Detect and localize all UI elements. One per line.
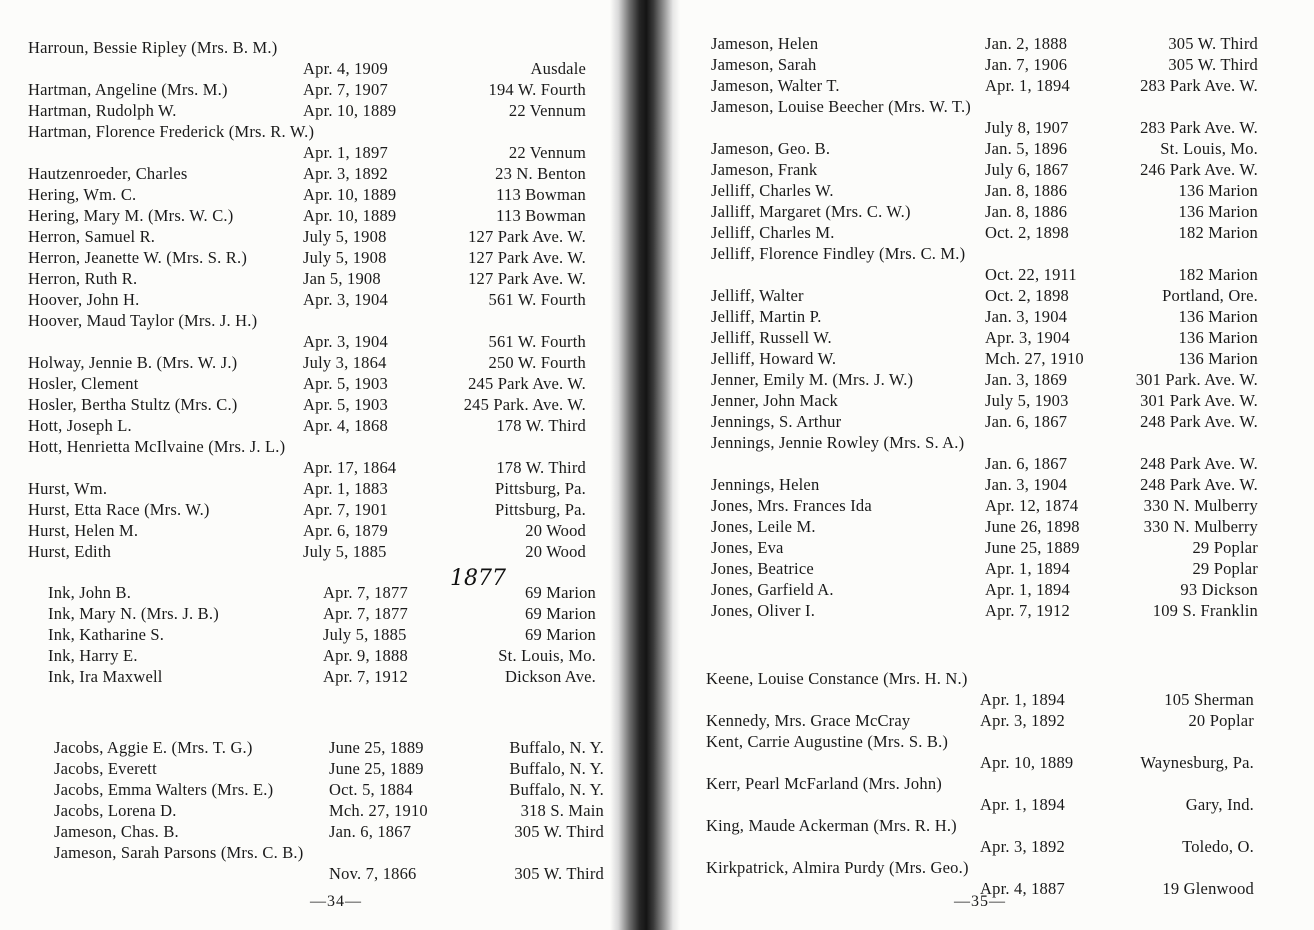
join-date: July 5, 1908: [303, 248, 387, 267]
member-address: 136 Marion: [1178, 328, 1258, 347]
member-name: Jacobs, Lorena D.: [54, 801, 177, 820]
member-name: Jones, Beatrice: [711, 559, 814, 578]
left-page: [0, 0, 622, 930]
register-entry: [54, 738, 604, 759]
member-address: 69 Marion: [525, 604, 596, 623]
register-entry: [28, 353, 586, 374]
member-address: 20 Wood: [525, 521, 586, 540]
register-entry: [48, 625, 596, 646]
register-entry: [711, 244, 1258, 265]
member-name: Jameson, Sarah Parsons (Mrs. C. B.): [54, 843, 304, 862]
register-entry: [28, 185, 586, 206]
register-entry: [711, 286, 1258, 307]
register-entry: [48, 667, 596, 688]
member-name: Jennings, S. Arthur: [711, 412, 842, 431]
member-name: Hurst, Etta Race (Mrs. W.): [28, 500, 210, 519]
register-entry: [711, 517, 1258, 538]
register-entry: [711, 34, 1258, 55]
join-date: July 5, 1885: [303, 542, 387, 561]
join-date: Apr. 4, 1868: [303, 416, 388, 435]
member-address: Buffalo, N. Y.: [509, 738, 604, 757]
member-address: 127 Park Ave. W.: [468, 227, 586, 246]
member-name: Kent, Carrie Augustine (Mrs. S. B.): [706, 732, 949, 751]
member-address: Portland, Ore.: [1162, 286, 1258, 305]
register-entry: [706, 837, 1254, 858]
join-date: Jan. 6, 1867: [985, 454, 1068, 473]
register-entry: [28, 290, 586, 311]
member-name: Jelliff, Walter: [711, 286, 804, 305]
member-name: Jones, Eva: [711, 538, 784, 557]
join-date: Apr. 4, 1909: [303, 59, 388, 78]
member-name: Hurst, Helen M.: [28, 521, 139, 540]
join-date: Apr. 1, 1894: [985, 580, 1070, 599]
member-address: 248 Park Ave. W.: [1140, 412, 1258, 431]
member-name: Kerr, Pearl McFarland (Mrs. John): [706, 774, 942, 793]
member-address: 330 N. Mulberry: [1143, 496, 1258, 515]
join-date: Apr. 7, 1907: [303, 80, 388, 99]
join-date: Apr. 5, 1903: [303, 395, 388, 414]
member-address: 182 Marion: [1178, 265, 1258, 284]
join-date: Oct. 2, 1898: [985, 286, 1069, 305]
register-entry: [706, 669, 1254, 690]
join-date: Apr. 10, 1889: [980, 753, 1074, 772]
member-name: Hartman, Florence Frederick (Mrs. R. W.): [28, 122, 315, 141]
register-entry: [54, 822, 604, 843]
join-date: Apr. 7, 1912: [985, 601, 1070, 620]
member-name: Jameson, Chas. B.: [54, 822, 179, 841]
join-date: Apr. 3, 1892: [980, 711, 1065, 730]
register-entry: [28, 143, 586, 164]
join-date: Jan. 8, 1886: [985, 181, 1068, 200]
register-entry: [28, 206, 586, 227]
member-name: Ink, Ira Maxwell: [48, 667, 163, 686]
register-entry: [711, 391, 1258, 412]
member-address: 20 Poplar: [1188, 711, 1254, 730]
join-date: Jan. 7, 1906: [985, 55, 1068, 74]
member-address: 561 W. Fourth: [488, 290, 586, 309]
register-entry: [711, 580, 1258, 601]
member-address: 330 N. Mulberry: [1143, 517, 1258, 536]
page-number-right: —35—: [954, 893, 1006, 910]
member-name: Jones, Mrs. Frances Ida: [711, 496, 872, 515]
member-name: Jameson, Walter T.: [711, 76, 840, 95]
register-entry: [28, 311, 586, 332]
entry-group-j-continued: [711, 34, 1258, 622]
entry-group-i: [48, 583, 596, 688]
member-name: Jelliff, Charles M.: [711, 223, 835, 242]
join-date: Apr. 3, 1904: [303, 332, 388, 351]
member-address: 301 Park. Ave. W.: [1135, 370, 1258, 389]
member-name: Jameson, Helen: [711, 34, 819, 53]
register-entry: [711, 496, 1258, 517]
register-entry: [706, 711, 1254, 732]
member-address: 305 W. Third: [514, 864, 604, 883]
register-entry: [28, 521, 586, 542]
join-date: Apr. 9, 1888: [323, 646, 408, 665]
register-entry: [28, 59, 586, 80]
register-entry: [54, 864, 604, 885]
register-entry: [711, 307, 1258, 328]
join-date: Apr. 1, 1894: [985, 76, 1070, 95]
member-name: Jennings, Helen: [711, 475, 820, 494]
member-name: Hott, Joseph L.: [28, 416, 132, 435]
join-date: Apr. 12, 1874: [985, 496, 1079, 515]
member-address: 113 Bowman: [496, 206, 586, 225]
member-name: Kennedy, Mrs. Grace McCray: [706, 711, 911, 730]
register-entry: [711, 349, 1258, 370]
register-entry: [711, 538, 1258, 559]
member-name: Herron, Samuel R.: [28, 227, 156, 246]
register-entry: [54, 843, 604, 864]
member-name: Kirkpatrick, Almira Purdy (Mrs. Geo.): [706, 858, 969, 877]
member-address: 245 Park Ave. W.: [468, 374, 586, 393]
member-name: Jacobs, Emma Walters (Mrs. E.): [54, 780, 274, 799]
member-name: Jameson, Sarah: [711, 55, 817, 74]
member-address: Gary, Ind.: [1185, 795, 1254, 814]
join-date: Apr. 7, 1901: [303, 500, 388, 519]
join-date: July 5, 1885: [323, 625, 407, 644]
member-address: Pittsburg, Pa.: [495, 500, 586, 519]
member-name: Jenner, Emily M. (Mrs. J. W.): [711, 370, 914, 389]
member-address: 178 W. Third: [496, 416, 586, 435]
register-entry: [706, 753, 1254, 774]
member-address: 318 S. Main: [520, 801, 604, 820]
join-date: July 8, 1907: [985, 118, 1069, 137]
register-entry: [28, 101, 586, 122]
member-address: 69 Marion: [525, 625, 596, 644]
join-date: Oct. 5, 1884: [329, 780, 413, 799]
member-name: Ink, John B.: [48, 583, 132, 602]
member-name: Jameson, Geo. B.: [711, 139, 831, 158]
page-number-left: —34—: [310, 893, 362, 910]
join-date: July 6, 1867: [985, 160, 1069, 179]
member-address: 248 Park Ave. W.: [1140, 475, 1258, 494]
register-entry: [28, 395, 586, 416]
member-address: Waynesburg, Pa.: [1140, 753, 1254, 772]
member-name: Herron, Ruth R.: [28, 269, 138, 288]
member-name: Hott, Henrietta McIlvaine (Mrs. J. L.): [28, 437, 286, 456]
join-date: June 25, 1889: [329, 738, 424, 757]
member-name: Hartman, Rudolph W.: [28, 101, 177, 120]
member-address: Pittsburg, Pa.: [495, 479, 586, 498]
member-address: 127 Park Ave. W.: [468, 269, 586, 288]
member-name: Harroun, Bessie Ripley (Mrs. B. M.): [28, 38, 278, 57]
member-name: Hoover, Maud Taylor (Mrs. J. H.): [28, 311, 258, 330]
register-entry: [711, 181, 1258, 202]
register-entry: [711, 97, 1258, 118]
register-entry: [28, 332, 586, 353]
member-address: 250 W. Fourth: [488, 353, 586, 372]
register-entry: [711, 55, 1258, 76]
member-name: Herron, Jeanette W. (Mrs. S. R.): [28, 248, 248, 267]
register-entry: [711, 139, 1258, 160]
member-address: 305 W. Third: [514, 822, 604, 841]
register-entry: [711, 601, 1258, 622]
member-name: Jones, Garfield A.: [711, 580, 834, 599]
member-name: Ink, Harry E.: [48, 646, 138, 665]
register-entry: [54, 759, 604, 780]
register-entry: [28, 122, 586, 143]
member-address: 109 S. Franklin: [1152, 601, 1258, 620]
member-address: 127 Park Ave. W.: [468, 248, 586, 267]
register-entry: [28, 38, 586, 59]
member-address: 29 Poplar: [1192, 559, 1258, 578]
register-entry: [28, 269, 586, 290]
join-date: Mch. 27, 1910: [329, 801, 428, 820]
register-entry: [28, 416, 586, 437]
join-date: Apr. 3, 1904: [303, 290, 388, 309]
join-date: Apr. 1, 1894: [980, 795, 1065, 814]
member-name: Jenner, John Mack: [711, 391, 838, 410]
register-entry: [48, 646, 596, 667]
member-address: 283 Park Ave. W.: [1140, 118, 1258, 137]
register-entry: [711, 265, 1258, 286]
member-name: King, Maude Ackerman (Mrs. R. H.): [706, 816, 957, 835]
join-date: Jan. 3, 1904: [985, 475, 1068, 494]
member-name: Hoover, John H.: [28, 290, 140, 309]
member-address: 305 W. Third: [1168, 34, 1258, 53]
join-date: Apr. 7, 1877: [323, 583, 408, 602]
join-date: Apr. 1, 1894: [980, 690, 1065, 709]
join-date: Apr. 3, 1892: [303, 164, 388, 183]
member-name: Jacobs, Aggie E. (Mrs. T. G.): [54, 738, 253, 757]
register-entry: [28, 437, 586, 458]
member-name: Jennings, Jennie Rowley (Mrs. S. A.): [711, 433, 965, 452]
register-entry: [28, 164, 586, 185]
register-entry: [706, 690, 1254, 711]
join-date: Jan 5, 1908: [303, 269, 381, 288]
join-date: Jan. 8, 1886: [985, 202, 1068, 221]
member-name: Hurst, Wm.: [28, 479, 108, 498]
join-date: Apr. 1, 1897: [303, 143, 388, 162]
register-entry: [706, 816, 1254, 837]
register-entry: [28, 227, 586, 248]
join-date: Oct. 2, 1898: [985, 223, 1069, 242]
register-entry: [54, 780, 604, 801]
member-name: Jelliff, Charles W.: [711, 181, 834, 200]
member-name: Hering, Wm. C.: [28, 185, 137, 204]
member-name: Jacobs, Everett: [54, 759, 157, 778]
register-entry: [28, 374, 586, 395]
join-date: Apr. 17, 1864: [303, 458, 397, 477]
join-date: Mch. 27, 1910: [985, 349, 1084, 368]
register-entry: [48, 604, 596, 625]
join-date: Nov. 7, 1866: [329, 864, 417, 883]
member-address: 301 Park Ave. W.: [1140, 391, 1258, 410]
entry-group-k: [706, 669, 1254, 900]
member-name: Jelliff, Florence Findley (Mrs. C. M.): [711, 244, 966, 263]
entry-group-h: [28, 38, 586, 563]
register-entry: [711, 223, 1258, 244]
member-name: Jelliff, Howard W.: [711, 349, 837, 368]
member-address: 178 W. Third: [496, 458, 586, 477]
register-entry: [54, 801, 604, 822]
member-address: Buffalo, N. Y.: [509, 759, 604, 778]
member-address: Buffalo, N. Y.: [509, 780, 604, 799]
register-entry: [706, 774, 1254, 795]
member-name: Keene, Louise Constance (Mrs. H. N.): [706, 669, 968, 688]
member-name: Hartman, Angeline (Mrs. M.): [28, 80, 228, 99]
join-date: Apr. 10, 1889: [303, 206, 397, 225]
member-name: Ink, Mary N. (Mrs. J. B.): [48, 604, 219, 623]
member-name: Hosler, Clement: [28, 374, 139, 393]
member-name: Jones, Leile M.: [711, 517, 816, 536]
member-address: 105 Sherman: [1164, 690, 1254, 709]
member-name: Ink, Katharine S.: [48, 625, 165, 644]
member-address: St. Louis, Mo.: [1160, 139, 1258, 158]
right-page: [664, 0, 1314, 930]
member-name: Holway, Jennie B. (Mrs. W. J.): [28, 353, 238, 372]
join-date: Apr. 10, 1889: [303, 101, 397, 120]
member-name: Hautzenroeder, Charles: [28, 164, 188, 183]
member-name: Jalliff, Margaret (Mrs. C. W.): [711, 202, 911, 221]
register-entry: [711, 118, 1258, 139]
member-name: Jameson, Frank: [711, 160, 818, 179]
member-address: Toledo, O.: [1182, 837, 1254, 856]
register-entry: [48, 583, 596, 604]
register-entry: [28, 80, 586, 101]
join-date: June 25, 1889: [329, 759, 424, 778]
member-address: 19 Glenwood: [1162, 879, 1254, 898]
join-date: Apr. 4, 1887: [980, 879, 1065, 898]
join-date: Jan. 3, 1869: [985, 370, 1068, 389]
member-address: 283 Park Ave. W.: [1140, 76, 1258, 95]
join-date: Apr. 1, 1894: [985, 559, 1070, 578]
member-name: Jameson, Louise Beecher (Mrs. W. T.): [711, 97, 971, 116]
join-date: July 3, 1864: [303, 353, 387, 372]
register-entry: [711, 559, 1258, 580]
register-entry: [711, 202, 1258, 223]
join-date: Apr. 10, 1889: [303, 185, 397, 204]
register-entry: [706, 732, 1254, 753]
member-address: 136 Marion: [1178, 307, 1258, 326]
join-date: June 25, 1889: [985, 538, 1080, 557]
register-entry: [28, 458, 586, 479]
entry-group-j: [54, 738, 604, 885]
member-address: St. Louis, Mo.: [498, 646, 596, 665]
join-date: Apr. 7, 1912: [323, 667, 408, 686]
join-date: July 5, 1903: [985, 391, 1069, 410]
member-name: Hurst, Edith: [28, 542, 112, 561]
register-entry: [706, 795, 1254, 816]
register-entry: [711, 160, 1258, 181]
member-address: 561 W. Fourth: [488, 332, 586, 351]
register-entry: [711, 412, 1258, 433]
join-date: Apr. 3, 1892: [980, 837, 1065, 856]
register-entry: [711, 433, 1258, 454]
member-address: 22 Vennum: [508, 143, 586, 162]
member-address: 248 Park Ave. W.: [1140, 454, 1258, 473]
join-date: Jan. 6, 1867: [985, 412, 1068, 431]
member-address: 23 N. Benton: [495, 164, 586, 183]
member-address: 22 Vennum: [508, 101, 586, 120]
member-name: Jelliff, Martin P.: [711, 307, 822, 326]
member-name: Hering, Mary M. (Mrs. W. C.): [28, 206, 234, 225]
join-date: Jan. 6, 1867: [329, 822, 412, 841]
member-name: Hosler, Bertha Stultz (Mrs. C.): [28, 395, 238, 414]
register-entry: [28, 542, 586, 563]
join-date: Jan. 5, 1896: [985, 139, 1068, 158]
join-date: Apr. 6, 1879: [303, 521, 388, 540]
register-entry: [706, 858, 1254, 879]
member-address: 305 W. Third: [1168, 55, 1258, 74]
member-address: Dickson Ave.: [505, 667, 596, 686]
member-address: 29 Poplar: [1192, 538, 1258, 557]
member-address: Ausdale: [530, 59, 586, 78]
member-address: 20 Wood: [525, 542, 586, 561]
member-address: 194 W. Fourth: [488, 80, 586, 99]
register-entry: [711, 454, 1258, 475]
register-entry: [711, 328, 1258, 349]
join-date: Apr. 7, 1877: [323, 604, 408, 623]
register-entry: [28, 248, 586, 269]
register-entry: [28, 479, 586, 500]
join-date: Apr. 3, 1904: [985, 328, 1070, 347]
join-date: Apr. 1, 1883: [303, 479, 388, 498]
member-name: Jelliff, Russell W.: [711, 328, 832, 347]
member-address: 113 Bowman: [496, 185, 586, 204]
register-entry: [711, 475, 1258, 496]
join-date: June 26, 1898: [985, 517, 1080, 536]
member-address: 136 Marion: [1178, 181, 1258, 200]
member-address: 69 Marion: [525, 583, 596, 602]
join-date: Oct. 22, 1911: [985, 265, 1077, 284]
handwritten-annotation: 1877: [450, 566, 506, 591]
member-address: 245 Park. Ave. W.: [463, 395, 586, 414]
member-address: 182 Marion: [1178, 223, 1258, 242]
member-name: Jones, Oliver I.: [711, 601, 816, 620]
join-date: July 5, 1908: [303, 227, 387, 246]
member-address: 136 Marion: [1178, 202, 1258, 221]
register-entry: [711, 370, 1258, 391]
member-address: 246 Park Ave. W.: [1140, 160, 1258, 179]
member-address: 93 Dickson: [1180, 580, 1258, 599]
join-date: Jan. 2, 1888: [985, 34, 1068, 53]
member-address: 136 Marion: [1178, 349, 1258, 368]
register-entry: [28, 500, 586, 521]
register-entry: [711, 76, 1258, 97]
join-date: Apr. 5, 1903: [303, 374, 388, 393]
join-date: Jan. 3, 1904: [985, 307, 1068, 326]
